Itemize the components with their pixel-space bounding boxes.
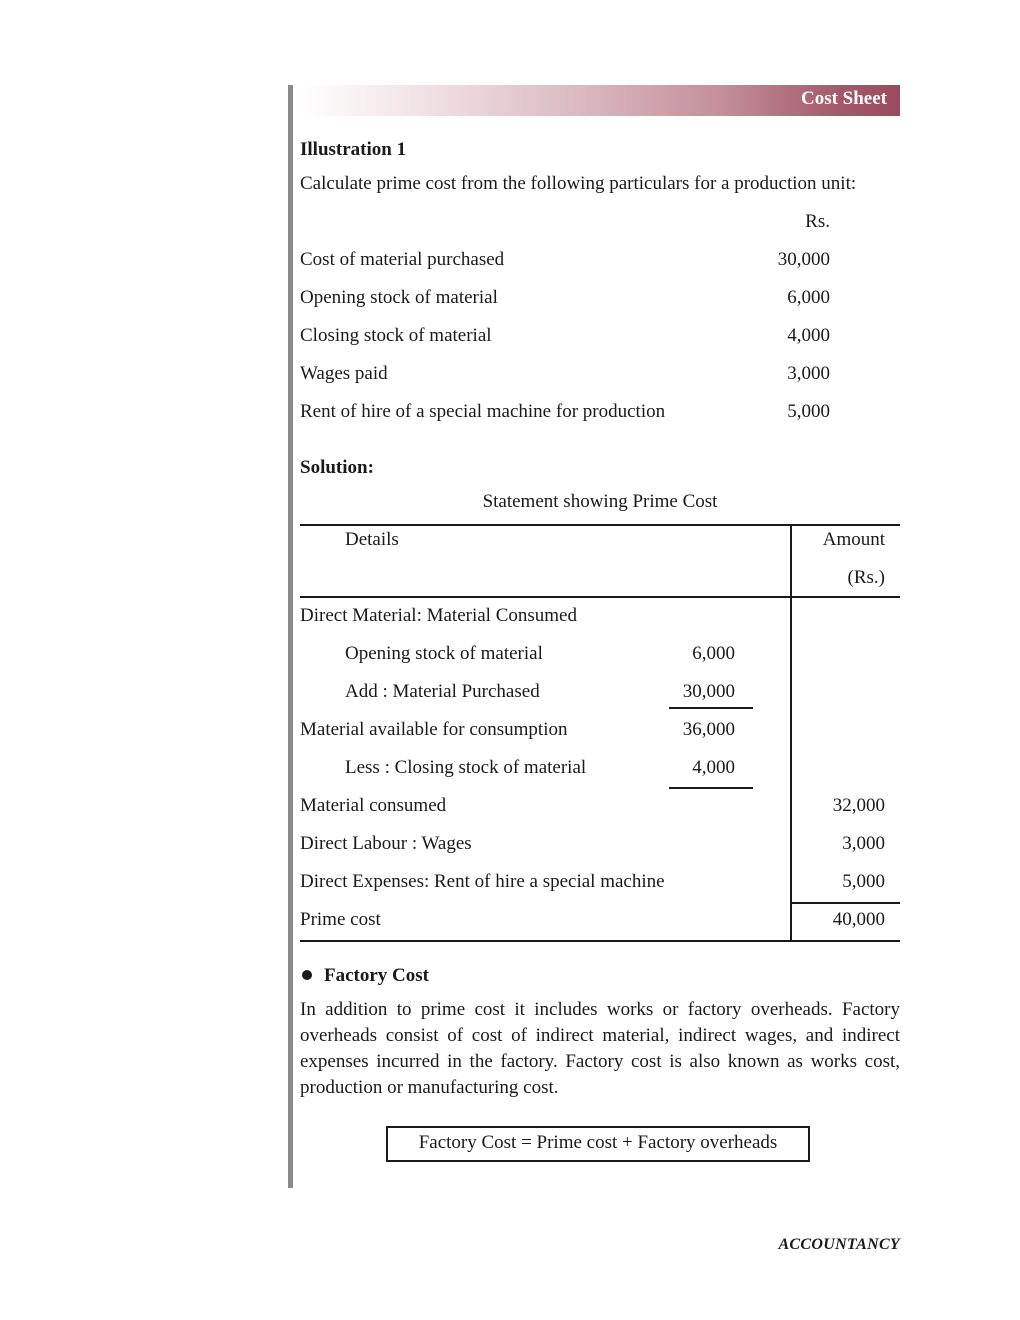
factory-cost-heading: [302, 964, 429, 988]
currency-label: Rs.: [805, 211, 830, 232]
particular-label: Cost of material purchased: [300, 249, 505, 270]
particular-label: Closing stock of material: [300, 325, 492, 346]
table-row-label: Direct Labour : Wages: [300, 833, 472, 854]
particular-label: Rent of hire of a special machine for production: [300, 401, 666, 422]
particular-label: Wages paid: [300, 363, 388, 384]
margin-rule: [288, 85, 293, 1188]
header-bottom-rule: [300, 596, 900, 598]
illustration-question: Calculate prime cost from the following particulars for a production unit:: [300, 173, 857, 194]
table-row-label: Opening stock of material: [345, 643, 543, 664]
table-row-amount: 32,000: [832, 795, 885, 816]
table-row-label: Prime cost: [300, 909, 381, 930]
particular-value: 5,000: [787, 401, 830, 422]
table-bottom-rule: [300, 940, 900, 942]
subtotal-rule: [669, 787, 753, 789]
factory-cost-heading-text: Factory Cost: [324, 965, 429, 986]
table-row-label: Material available for consumption: [300, 719, 568, 740]
factory-cost-paragraph: In addition to prime cost it includes works or factory overheads. Factory overheads consist of cost of indirect material, indirect wages, and indirect expenses incurred in the factory. Factory cost is also known as works cost, production or manufacturing cost.: [300, 999, 900, 1098]
column-header-amount-unit: (Rs.): [847, 567, 885, 588]
table-row-subvalue: 30,000: [682, 681, 735, 702]
column-header-amount: Amount: [822, 529, 885, 550]
particular-value: 4,000: [787, 325, 830, 346]
solution-heading: Solution:: [300, 457, 374, 478]
column-divider: [790, 524, 792, 942]
table-row-subvalue: 6,000: [692, 643, 735, 664]
table-row-subvalue: 4,000: [692, 757, 735, 778]
particular-value: 6,000: [787, 287, 830, 308]
table-row-label: Direct Material: Material Consumed: [300, 605, 577, 626]
factory-cost-formula: Factory Cost = Prime cost + Factory overheads: [386, 1126, 810, 1162]
table-row-amount: 40,000: [832, 909, 885, 930]
table-row-amount: 5,000: [842, 871, 885, 892]
chapter-title: Cost Sheet: [800, 88, 887, 109]
particular-value: 30,000: [777, 249, 830, 270]
table-top-rule: [300, 524, 900, 526]
table-row-label: Less : Closing stock of material: [345, 757, 587, 778]
table-row-label: Material consumed: [300, 795, 447, 816]
particular-value: 3,000: [787, 363, 830, 384]
statement-title: Statement showing Prime Cost: [482, 491, 718, 512]
particular-label: Opening stock of material: [300, 287, 498, 308]
illustration-heading: Illustration 1: [300, 139, 407, 160]
subtotal-rule: [669, 707, 753, 709]
table-row-amount: 3,000: [842, 833, 885, 854]
table-row-label: Add : Material Purchased: [345, 681, 540, 702]
column-header-details: Details: [345, 529, 399, 550]
bullet-icon: [302, 970, 312, 980]
footer-subject: ACCOUNTANCY: [778, 1236, 900, 1253]
table-row-subvalue: 36,000: [682, 719, 735, 740]
table-row-label: Direct Expenses: Rent of hire a special machine: [300, 871, 665, 892]
total-rule: [792, 902, 900, 904]
chapter-header-band: [300, 85, 900, 116]
